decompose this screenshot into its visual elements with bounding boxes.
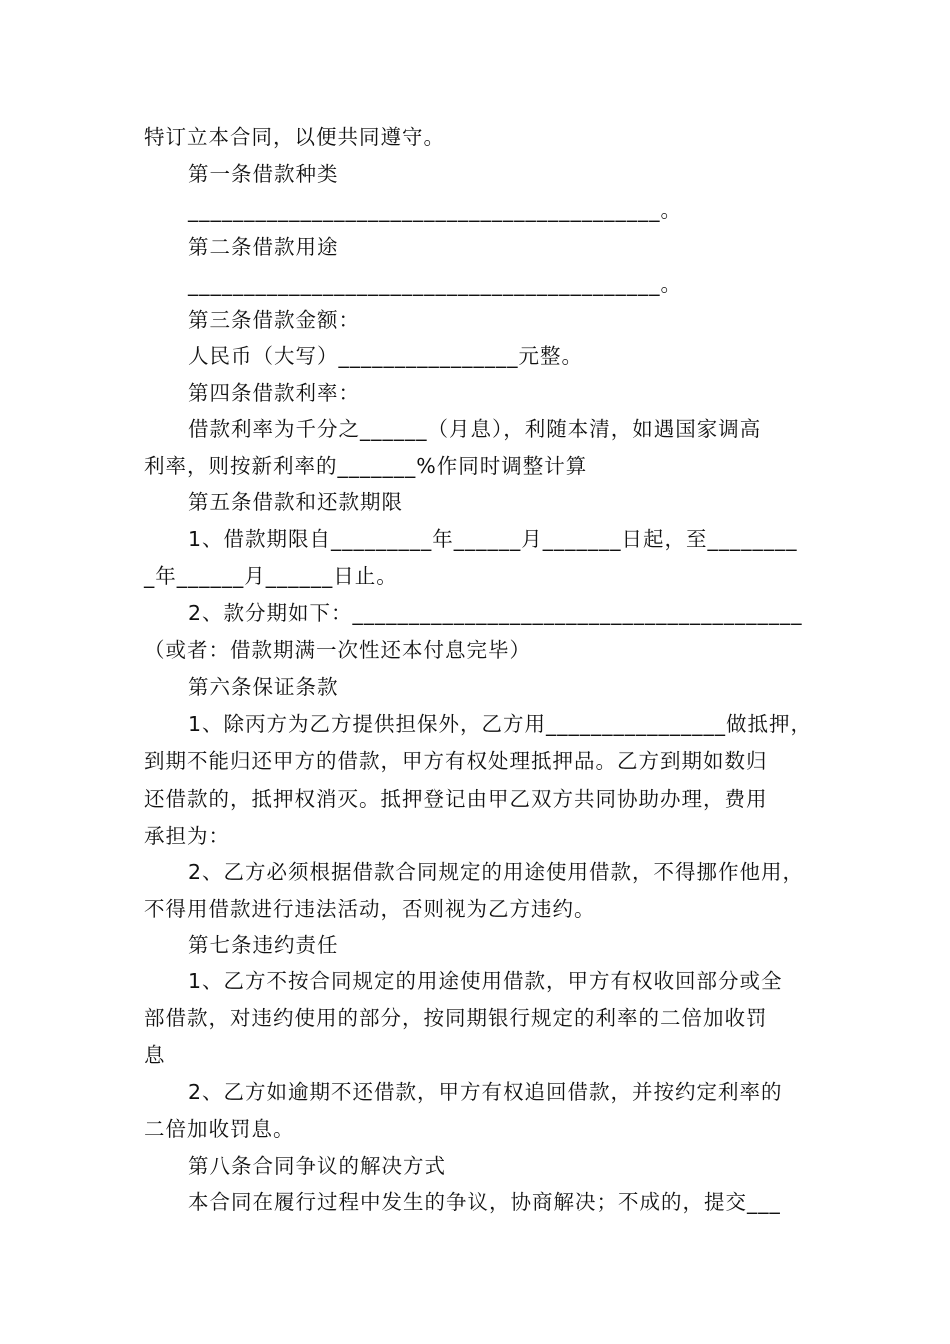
text-line: 人民币（大写）________________元整。 [188,344,583,368]
text-line: 不得用借款进行违法活动，否则视为乙方违约。 [144,897,596,921]
clause-heading: 第七条违约责任 [188,933,339,957]
text-line: 本合同在履行过程中发生的争议，协商解决；不成的，提交___ [188,1190,781,1214]
clause-heading: 第五条借款和还款期限 [188,490,403,514]
blank-line: __________________________________________。 [188,198,682,222]
clause-heading: 第一条借款种类 [188,162,339,186]
text-line: 借款利率为千分之______（月息），利随本清，如遇国家调高 [188,417,762,441]
blank-line: __________________________________________。 [188,272,682,296]
text-line: 部借款，对违约使用的部分，按同期银行规定的利率的二倍加收罚 [144,1006,768,1030]
text-line: 到期不能归还甲方的借款，甲方有权处理抵押品。乙方到期如数归 [144,749,768,773]
text-line: _年______月______日止。 [144,564,398,588]
clause-heading: 第二条借款用途 [188,235,339,259]
clause-heading: 第八条合同争议的解决方式 [188,1154,446,1178]
text-line: 2、乙方如逾期不还借款，甲方有权追回借款，并按约定利率的 [188,1080,783,1104]
clause-heading: 第四条借款利率： [188,381,360,405]
text-line: 二倍加收罚息。 [144,1117,295,1141]
text-line: 1、借款期限自_________年______月_______日起，至________ [188,527,798,551]
text-line: 特订立本合同，以便共同遵守。 [144,125,445,149]
text-line: （或者：借款期满一次性还本付息完毕） [144,638,531,662]
text-line: 利率，则按新利率的_______%作同时调整计算 [144,454,588,478]
text-line: 息 [144,1043,166,1067]
clause-heading: 第六条保证条款 [188,675,339,699]
text-line: 1、乙方不按合同规定的用途使用借款，甲方有权收回部分或全 [188,969,783,993]
text-line: 2、乙方必须根据借款合同规定的用途使用借款，不得挪作他用， [188,860,805,884]
clause-heading: 第三条借款金额： [188,308,360,332]
text-line: 2、款分期如下：________________________________________ [188,601,803,625]
text-line: 1、除丙方为乙方提供担保外，乙方用________________做抵押， [188,712,813,736]
text-line: 承担为： [144,824,230,848]
text-line: 还借款的，抵押权消灭。抵押登记由甲乙双方共同协助办理，费用 [144,787,768,811]
